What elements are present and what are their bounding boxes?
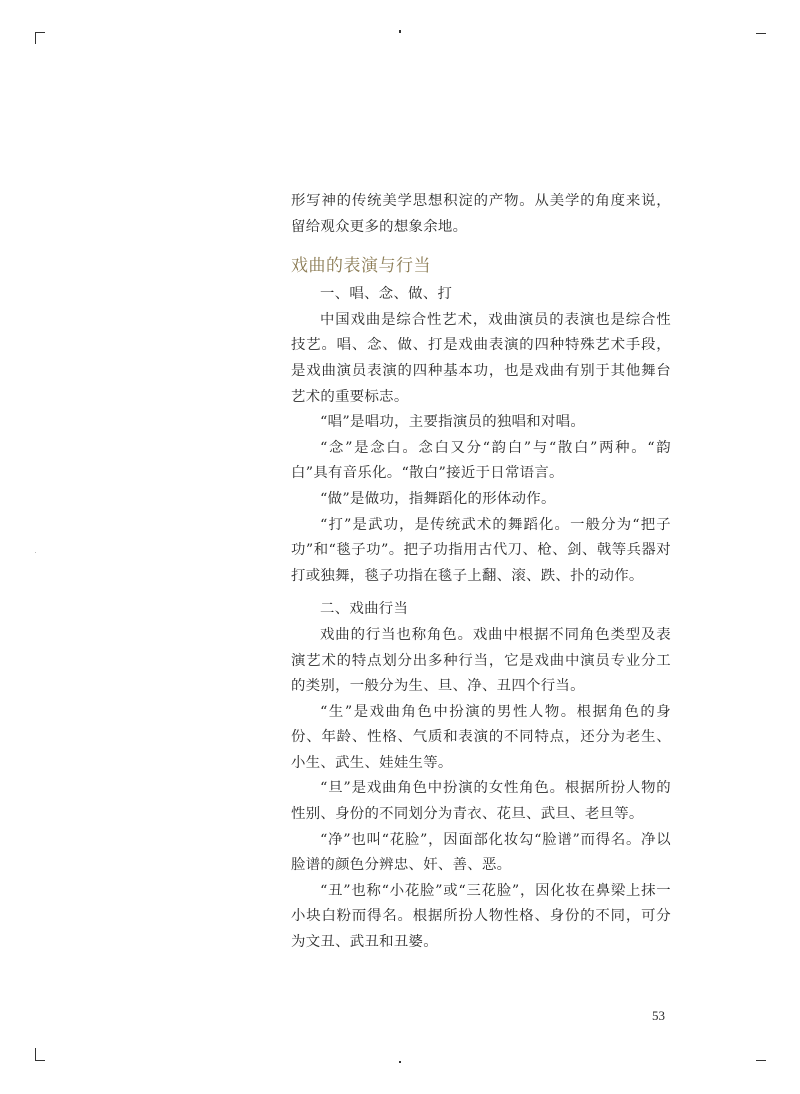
crop-mark-top-right: [756, 33, 766, 34]
part2-paragraph: “旦”是戏曲角色中扮演的女性角色。根据所扮人物的性别、身份的不同划分为青衣、花旦、武旦、老旦等。: [291, 780, 671, 823]
crop-mark-bottom-right: [756, 1060, 766, 1061]
page-body: [291, 189, 671, 956]
part1-paragraph: 中国戏曲是综合性艺术，戏曲演员的表演也是综合性技艺。唱、念、做、打是戏曲表演的四种特殊艺术手段，是戏曲演员表演的四种基本功，也是戏曲有别于其他舞台艺术的重要标志。: [291, 311, 671, 405]
part1-paragraph: “打”是武功，是传统武术的舞蹈化。一般分为“把子功”和“毯子功”。把子功指用古代刀、枪、剑、戟等兵器对打或独舞，毯子功指在毯子上翻、滚、跌、扑的动作。: [291, 516, 671, 584]
crop-mark-bottom-left: [35, 1048, 36, 1060]
crop-mark-bottom-left: [35, 1060, 45, 1061]
registration-mark-top: [399, 30, 401, 33]
registration-mark-side: [35, 552, 36, 553]
intro-paragraph: 形写神的传统美学思想积淀的产物。从美学的角度来说，留给观众更多的想象余地。: [291, 193, 671, 235]
part2-paragraph: “净”也叫“花脸”，因面部化妆勾“脸谱”而得名。净以脸谱的颜色分辨忠、奸、善、恶。: [291, 831, 671, 874]
section-title: 戏曲的表演与行当: [291, 256, 431, 277]
part2-paragraph: “丑”也称“小花脸”或“三花脸”，因化妆在鼻梁上抹一小块白粉而得名。根据所扮人物性格、身份的不同，可分为文丑、武丑和丑婆。: [291, 882, 671, 951]
part2-paragraph: “生”是戏曲角色中扮演的男性人物。根据角色的身份、年龄、性格、气质和表演的不同特点，还分为老生、小生、武生、娃娃生等。: [291, 703, 671, 771]
registration-mark-bottom: [399, 1061, 401, 1063]
crop-mark-top-left: [35, 32, 45, 33]
part1-paragraph: “念”是念白。念白又分“韵白”与“散白”两种。“韵白”具有音乐化。“散白”接近于日常语言。: [291, 439, 671, 482]
part1-heading: 一、唱、念、做、打: [320, 286, 453, 303]
crop-mark-top-left: [35, 32, 36, 44]
part2-paragraph: 戏曲的行当也称角色。戏曲中根据不同角色类型及表演艺术的特点划分出多种行当，它是戏曲中演员专业分工的类别，一般分为生、旦、净、丑四个行当。: [291, 626, 671, 695]
part1-paragraph: “做”是做功，指舞蹈化的形体动作。: [320, 490, 556, 507]
part2-heading: 二、戏曲行当: [320, 601, 409, 618]
page-number: 53: [652, 1008, 665, 1023]
part1-paragraph: “唱”是唱功，主要指演员的独唱和对唱。: [320, 414, 586, 431]
